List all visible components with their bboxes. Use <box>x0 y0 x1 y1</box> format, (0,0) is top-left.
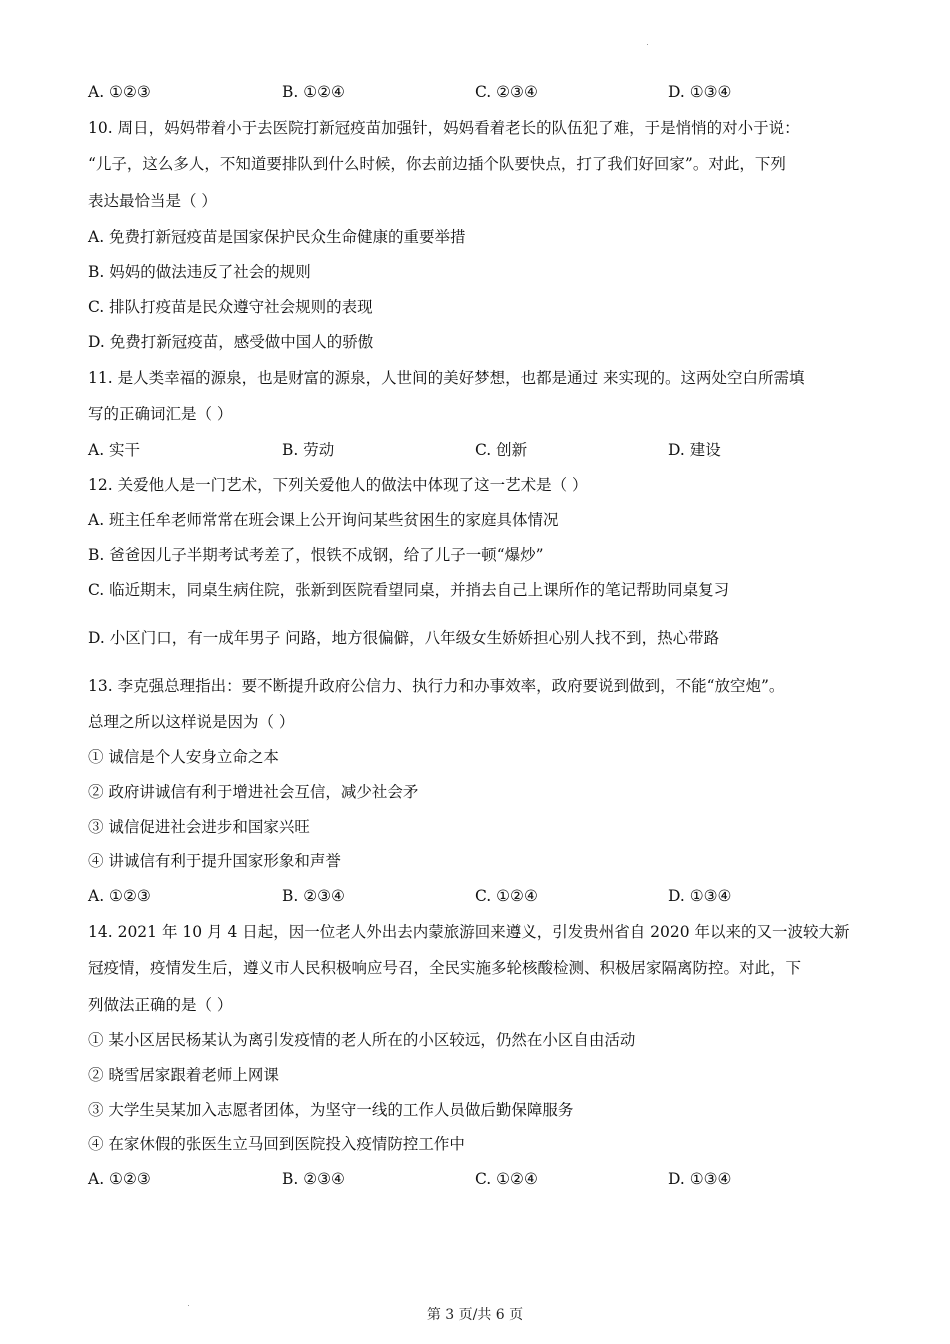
q14-option-a: A. ①②③ <box>88 1170 151 1188</box>
q11-stem-line-2: 写的正确词汇是（ ） <box>88 405 233 423</box>
q9-option-d: D. ①③④ <box>668 83 732 101</box>
q13-item-2: ② 政府讲诚信有利于增进社会互信，减少社会矛 <box>88 783 419 801</box>
q14-item-3: ③ 大学生吴某加入志愿者团体，为坚守一线的工作人员做后勤保障服务 <box>88 1101 574 1119</box>
q13-option-c: C. ①②④ <box>475 887 538 905</box>
q11-option-b: B. 劳动 <box>282 441 335 459</box>
q10-option-b: B. 妈妈的做法违反了社会的规则 <box>88 263 311 281</box>
q10-stem-line-3: 表达最恰当是（ ） <box>88 192 217 210</box>
q14-item-2: ② 晓雪居家跟着老师上网课 <box>88 1066 279 1084</box>
q13-stem-line-1: 13. 李克强总理指出：要不断提升政府公信力、执行力和办事效率，政府要说到做到，不能“放空炮”。 <box>88 677 785 695</box>
q12-stem-line-1: 12. 关爱他人是一门艺术，下列关爱他人的做法中体现了这一艺术是（ ） <box>88 476 588 494</box>
q13-item-1: ① 诚信是个人安身立命之本 <box>88 748 279 766</box>
q11-option-a: A. 实干 <box>88 441 141 459</box>
page-number: 第 3 页/共 6 页 <box>426 1307 524 1323</box>
q10-stem-line-2: “儿子，这么多人，不知道要排队到什么时候，你去前边插个队要快点，打了我们好回家”。对此，下列 <box>88 155 786 173</box>
q12-option-d: D. 小区门口，有一成年男子 问路，地方很偏僻，八年级女生娇娇担心别人找不到，热心带路 <box>88 629 720 647</box>
page-mark <box>647 44 648 45</box>
q9-option-c: C. ②③④ <box>475 83 538 101</box>
q14-stem-line-3: 列做法正确的是（ ） <box>88 996 233 1014</box>
q14-option-c: C. ①②④ <box>475 1170 538 1188</box>
q13-option-b: B. ②③④ <box>282 887 345 905</box>
q14-option-d: D. ①③④ <box>668 1170 732 1188</box>
q12-option-b: B. 爸爸因儿子半期考试考差了，恨铁不成钢，给了儿子一顿“爆炒” <box>88 546 544 564</box>
q13-stem-line-2: 总理之所以这样说是因为（ ） <box>88 713 295 731</box>
q10-stem-line-1: 10. 周日，妈妈带着小于去医院打新冠疫苗加强针，妈妈看着老长的队伍犯了难，于是悄悄的对小于说： <box>88 119 800 137</box>
q14-stem-line-2: 冠疫情，疫情发生后，遵义市人民积极响应号召，全民实施多轮核酸检测、积极居家隔离防控。对此，下 <box>88 959 802 977</box>
q13-item-3: ③ 诚信促进社会进步和国家兴旺 <box>88 818 310 836</box>
q14-item-4: ④ 在家休假的张医生立马回到医院投入疫情防控工作中 <box>88 1135 465 1153</box>
q11-option-c: C. 创新 <box>475 441 528 459</box>
q14-stem-line-1: 14. 2021 年 10 月 4 日起，因一位老人外出去内蒙旅游回来遵义，引发贵州省自 2020 年以来的又一波较大新 <box>88 923 850 941</box>
q9-option-b: B. ①②④ <box>282 83 345 101</box>
q10-option-c: C. 排队打疫苗是民众遵守社会规则的表现 <box>88 298 373 316</box>
q11-stem-line-1: 11. 是人类幸福的源泉，也是财富的源泉，人世间的美好梦想，也都是通过 来实现的。这两处空白所需填 <box>88 369 805 387</box>
q9-option-a: A. ①②③ <box>88 83 151 101</box>
q10-option-a: A. 免费打新冠疫苗是国家保护民众生命健康的重要举措 <box>88 228 466 246</box>
q14-item-1: ① 某小区居民杨某认为离引发疫情的老人所在的小区较远，仍然在小区自由活动 <box>88 1031 636 1049</box>
q12-option-a: A. 班主任牟老师常常在班会课上公开询问某些贫困生的家庭具体情况 <box>88 511 559 529</box>
q10-option-d: D. 免费打新冠疫苗，感受做中国人的骄傲 <box>88 333 374 351</box>
q12-option-c: C. 临近期末，同桌生病住院，张新到医院看望同桌，并捎去自己上课所作的笔记帮助同桌复习 <box>88 581 730 599</box>
q14-option-b: B. ②③④ <box>282 1170 345 1188</box>
q11-option-d: D. 建设 <box>668 441 721 459</box>
q13-option-a: A. ①②③ <box>88 887 151 905</box>
q13-option-d: D. ①③④ <box>668 887 732 905</box>
q13-item-4: ④ 讲诚信有利于提升国家形象和声誉 <box>88 852 341 870</box>
